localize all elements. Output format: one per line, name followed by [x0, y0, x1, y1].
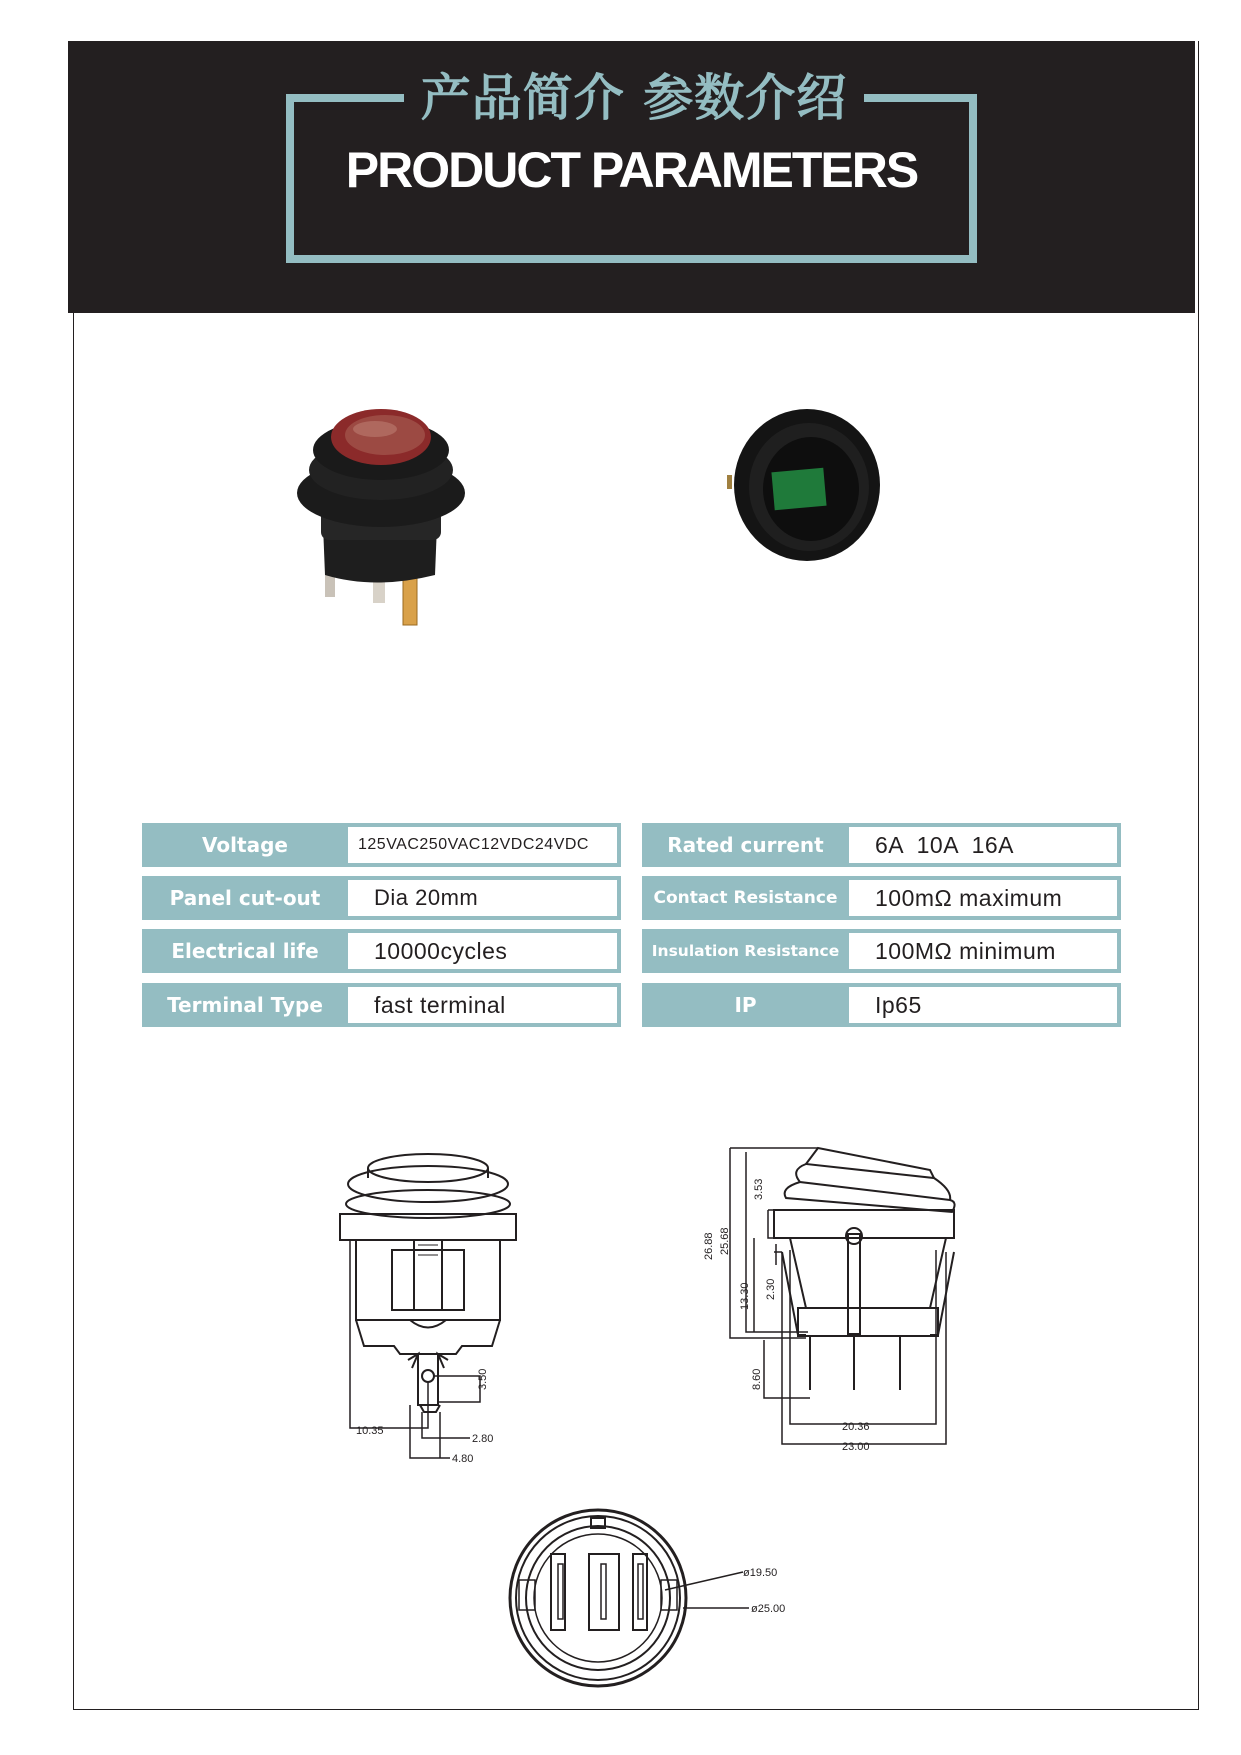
title-english: PRODUCT PARAMETERS: [345, 142, 918, 198]
spec-label: Rated current: [642, 823, 849, 867]
spec-label: IP: [642, 983, 849, 1027]
svg-text:26.88: 26.88: [703, 1232, 715, 1260]
svg-text:8.60: 8.60: [751, 1368, 763, 1390]
title-frame-top-right: [864, 94, 977, 102]
title-chinese: 产品简介 参数介绍: [420, 69, 848, 127]
spec-row-ip: [642, 983, 1121, 1027]
spec-label: Insulation Resistance: [642, 929, 849, 973]
spec-value: 100MΩ minimum: [849, 929, 1121, 973]
side-view-drawing: [690, 1140, 970, 1470]
spec-label: Panel cut-out: [142, 876, 348, 920]
svg-text:13.30: 13.30: [739, 1282, 751, 1310]
svg-text:10.35: 10.35: [356, 1425, 384, 1437]
svg-text:3.50: 3.50: [477, 1368, 489, 1390]
spec-row-rated-current: [642, 823, 1121, 867]
spec-row-panel-cutout: [142, 876, 621, 920]
spec-value: 10000cycles: [348, 929, 621, 973]
spec-label: Contact Resistance: [642, 876, 849, 920]
bottom-view-drawing: [505, 1500, 825, 1700]
svg-text:4.80: 4.80: [452, 1453, 474, 1465]
spec-value: 100mΩ maximum: [849, 876, 1121, 920]
title-frame-top-left: [286, 94, 404, 102]
spec-row-terminal-type: [142, 983, 621, 1027]
spec-label: Terminal Type: [142, 983, 348, 1027]
spec-value: 125VAC250VAC12VDC24VDC: [348, 823, 621, 867]
svg-text:ø19.50: ø19.50: [743, 1567, 778, 1579]
spec-row-electrical-life: [142, 929, 621, 973]
spec-row-insulation-resistance: [642, 929, 1121, 973]
spec-label: Voltage: [142, 823, 348, 867]
rocker-switch-top-photo: [725, 405, 885, 565]
svg-text:25.68: 25.68: [719, 1227, 731, 1255]
spec-label: Electrical life: [142, 929, 348, 973]
spec-row-voltage: [142, 823, 621, 867]
spec-row-contact-resistance: [642, 876, 1121, 920]
svg-text:3.53: 3.53: [753, 1178, 765, 1200]
svg-text:2.30: 2.30: [765, 1278, 777, 1300]
spec-value: 6A 10A 16A: [849, 823, 1121, 867]
spec-value: Ip65: [849, 983, 1121, 1027]
spec-value: Dia 20mm: [348, 876, 621, 920]
svg-text:20.36: 20.36: [842, 1421, 870, 1433]
svg-text:2.80: 2.80: [472, 1433, 494, 1445]
svg-text:23.00: 23.00: [842, 1441, 870, 1453]
front-view-drawing: [330, 1140, 530, 1470]
svg-text:ø25.00: ø25.00: [751, 1603, 786, 1615]
spec-value: fast terminal: [348, 983, 621, 1027]
rocker-switch-side-photo: [285, 375, 475, 635]
